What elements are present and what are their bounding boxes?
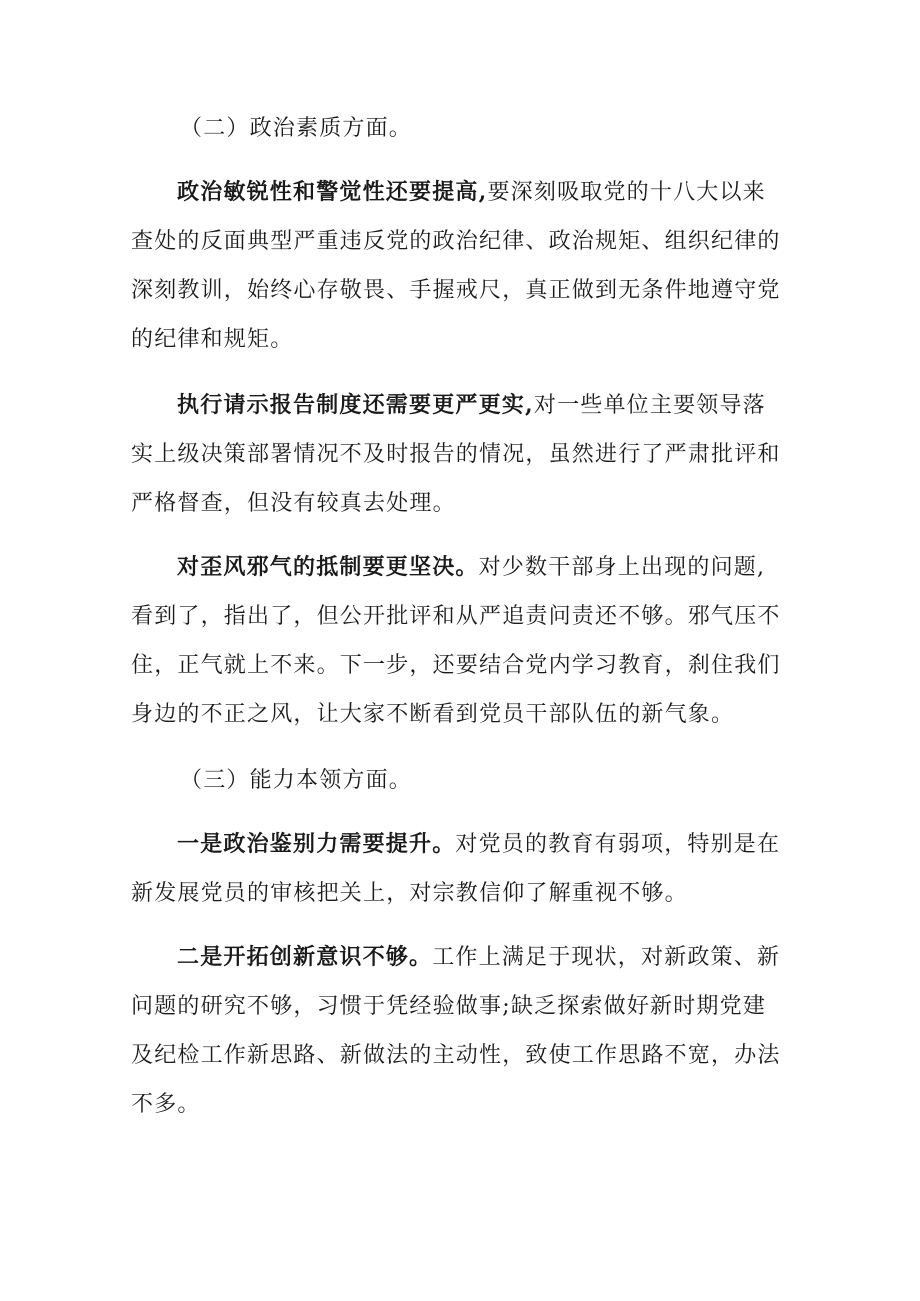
paragraph-line: 及纪检工作新思路、新做法的主动性，致使工作思路不宽，办法 [131, 1043, 781, 1068]
paragraph-line: 严格督查，但没有较真去处理。 [131, 491, 456, 516]
paragraph-line: 身边的不正之风，让大家不断看到党员干部队伍的新气象。 [131, 702, 735, 727]
section-heading-ability: （三）能力本领方面。 [180, 768, 413, 793]
paragraph-line [131, 543, 791, 592]
paragraph-line: 实上级决策部署情况不及时报告的情况，虽然进行了严肃批评和 [131, 442, 781, 467]
paragraph-line [131, 933, 791, 982]
paragraph-line: 住，正气就上不来。下一步，还要结合党内学习教育，刹住我们 [131, 653, 781, 678]
section-heading-political-quality: （二）政治素质方面。 [180, 116, 413, 141]
paragraph-lead: 对歪风邪气的抵制要更坚决。 [177, 554, 479, 580]
paragraph-text: 对少数干部身上出现的问题, [478, 555, 766, 580]
paragraph-text: 对一些单位主要领导落 [533, 393, 766, 418]
paragraph-political-discernment [131, 820, 791, 918]
paragraph-unhealthy-trends [131, 543, 791, 739]
paragraph-text: 对党员的教育有弱项，特别是在 [455, 832, 781, 857]
paragraph-line: 新发展党员的审核把关上，对宗教信仰了解重视不够。 [131, 881, 688, 906]
paragraph-political-sensitivity [131, 168, 791, 364]
paragraph-line: 深刻教训，始终心存敬畏、手握戒尺，真正做到无条件地遵守党 [131, 278, 781, 303]
paragraph-reporting-system [131, 381, 791, 528]
paragraph-lead: 一是政治鉴别力需要提升。 [177, 831, 456, 857]
paragraph-line: 问题的研究不够，习惯于凭经验做事;缺乏探索做好新时期党建 [131, 994, 767, 1019]
paragraph-line: 不多。 [131, 1092, 201, 1117]
paragraph-line [131, 820, 791, 869]
paragraph-line [131, 381, 791, 430]
paragraph-lead: 二是开拓创新意识不够。 [177, 944, 433, 970]
paragraph-line [131, 168, 791, 217]
paragraph-lead: 政治敏锐性和警觉性还要提高, [177, 179, 488, 205]
paragraph-line: 的纪律和规矩。 [131, 327, 294, 352]
paragraph-text: 工作上满足于现状，对新政策、新 [432, 945, 781, 970]
paragraph-lead: 执行请示报告制度还需要更严更实, [177, 392, 534, 418]
paragraph-line: 查处的反面典型严重违反党的政治纪律、政治规矩、组织纪律的 [131, 229, 781, 254]
paragraph-line: 看到了，指出了，但公开批评和从严追责问责还不够。邪气压不 [131, 604, 781, 629]
paragraph-innovation-awareness [131, 933, 791, 1129]
paragraph-text: 要深刻吸取党的十八大以来 [487, 180, 766, 205]
